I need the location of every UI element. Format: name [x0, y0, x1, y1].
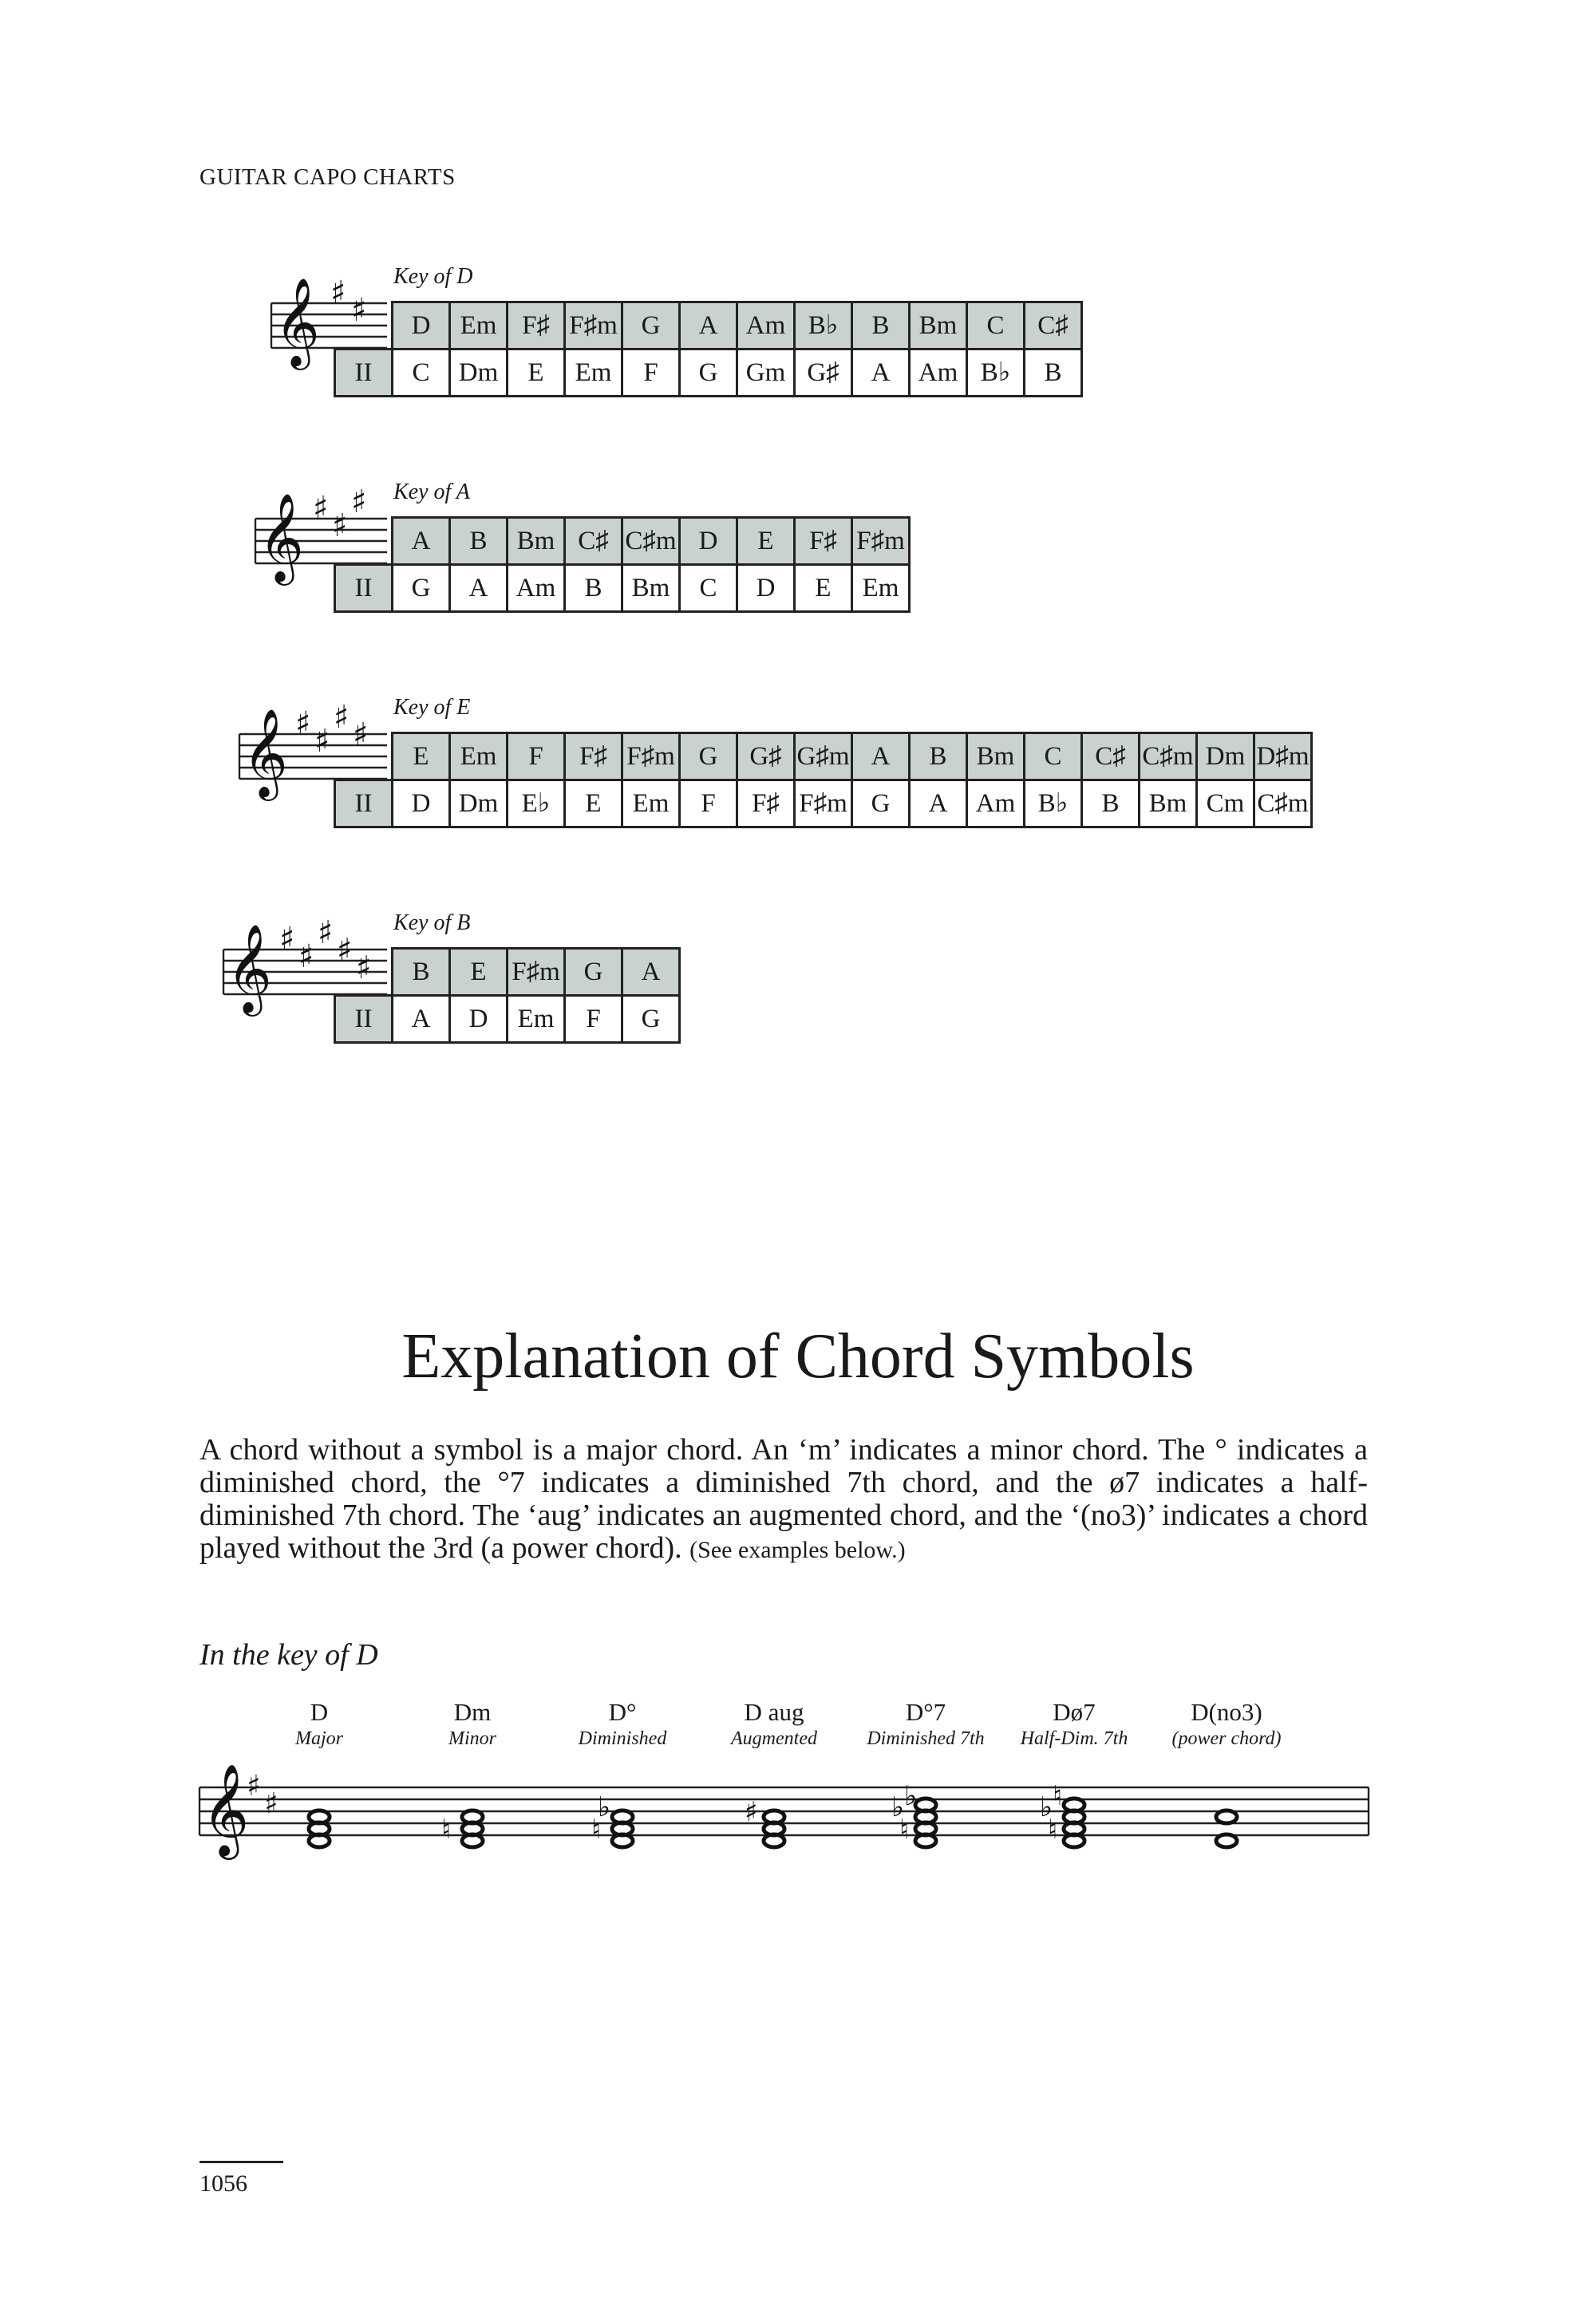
- svg-text:𝄞: 𝄞: [227, 923, 272, 1013]
- table-cell: Dm: [450, 780, 508, 827]
- capo-fret-cell: II: [335, 565, 393, 612]
- example-heading: In the key of D: [200, 1638, 378, 1672]
- chord-description: Minor: [448, 1728, 496, 1749]
- table-cell: G♯: [795, 349, 852, 397]
- running-head: GUITAR CAPO CHARTS: [200, 164, 456, 190]
- svg-text:♯: ♯: [314, 723, 330, 760]
- table-cell: Am: [967, 780, 1025, 827]
- svg-text:♯: ♯: [334, 699, 350, 736]
- table-cell: A: [622, 949, 680, 996]
- table-cell: B♭: [795, 302, 852, 349]
- table-cell: D: [393, 780, 450, 827]
- chord-symbol: D aug: [744, 1698, 804, 1726]
- svg-text:♯: ♯: [351, 484, 367, 520]
- table-cell: F: [565, 996, 622, 1043]
- svg-text:♮: ♮: [441, 1814, 452, 1846]
- capo-table: [334, 947, 681, 1044]
- table-cell: A: [852, 349, 910, 397]
- table-cell: Cm: [1197, 780, 1254, 827]
- svg-text:♯: ♯: [745, 1796, 758, 1828]
- table-cell: E: [450, 949, 508, 996]
- table-cell: D: [737, 565, 795, 612]
- key-label: Key of E: [393, 695, 471, 720]
- table-cell: E: [565, 780, 622, 827]
- chord-symbol: D°: [608, 1698, 637, 1726]
- table-cell: G♯m: [795, 733, 852, 780]
- table-cell: Gm: [737, 349, 795, 397]
- table-cell: C: [393, 349, 450, 397]
- table-row: [335, 996, 680, 1043]
- table-cell: B: [852, 302, 910, 349]
- capo-table: [334, 301, 1083, 397]
- table-row: [335, 733, 1312, 780]
- chord-symbol: Dø7: [1053, 1698, 1096, 1726]
- explanation-text: A chord without a symbol is a major chord. An ‘m’ indicates a minor chord. The ° indicates a diminished chord, the °7 indicates a diminished 7th chord, and the ø7 indicates a half-diminished 7th chord. The ‘aug’ indicates an augmented chord, and the ‘(no3)’ indicates a chord played without the 3rd (a power chord).: [200, 1433, 1368, 1565]
- table-row: [335, 780, 1312, 827]
- table-cell: C♯: [1082, 733, 1140, 780]
- table-cell: E: [393, 733, 450, 780]
- table-cell: Bm: [622, 565, 680, 612]
- svg-text:♯: ♯: [295, 705, 311, 742]
- table-cell: F: [680, 780, 737, 827]
- table-cell: D: [450, 996, 508, 1043]
- table-cell: C♯: [565, 518, 622, 565]
- table-cell: A: [393, 996, 450, 1043]
- table-cell: B: [565, 565, 622, 612]
- table-cell: Bm: [508, 518, 565, 565]
- svg-text:♯: ♯: [356, 950, 372, 986]
- table-cell: A: [852, 733, 910, 780]
- table-cell: D: [393, 302, 450, 349]
- svg-text:♯: ♯: [264, 1787, 279, 1820]
- table-cell: C♯m: [1140, 733, 1197, 780]
- table-cell: A: [680, 302, 737, 349]
- table-cell: G: [680, 349, 737, 397]
- table-row: [335, 518, 910, 565]
- svg-text:♮: ♮: [591, 1814, 602, 1846]
- table-cell: E♭: [508, 780, 565, 827]
- table-cell: F: [508, 733, 565, 780]
- table-cell: Em: [508, 996, 565, 1043]
- empty-cell: [335, 518, 393, 565]
- table-cell: C♯m: [622, 518, 680, 565]
- chord-symbol: D: [310, 1698, 329, 1726]
- table-cell: D♯m: [1254, 733, 1312, 780]
- table-cell: Bm: [967, 733, 1025, 780]
- chord-symbol: D(no3): [1191, 1698, 1262, 1726]
- table-cell: E: [737, 518, 795, 565]
- table-cell: B: [1082, 780, 1140, 827]
- svg-text:♭: ♭: [891, 1791, 905, 1823]
- table-cell: Bm: [1140, 780, 1197, 827]
- table-cell: E: [795, 565, 852, 612]
- table-cell: F♯m: [508, 949, 565, 996]
- svg-text:♮: ♮: [899, 1814, 910, 1846]
- table-cell: F♯m: [852, 518, 910, 565]
- table-cell: C: [1025, 733, 1082, 780]
- capo-fret-cell: II: [335, 780, 393, 827]
- table-cell: B♭: [1025, 780, 1082, 827]
- table-cell: B: [1025, 349, 1082, 397]
- table-cell: Em: [852, 565, 910, 612]
- svg-text:♯: ♯: [298, 938, 314, 975]
- svg-text:♭: ♭: [904, 1780, 918, 1812]
- table-cell: G: [393, 565, 450, 612]
- table-cell: B: [450, 518, 508, 565]
- whole-note-chord: [309, 1811, 330, 1847]
- table-cell: F♯: [795, 518, 852, 565]
- table-cell: C♯m: [1254, 780, 1312, 827]
- chord-description: Half-Dim. 7th: [1020, 1728, 1128, 1749]
- table-cell: G: [622, 996, 680, 1043]
- svg-text:♯: ♯: [330, 274, 346, 311]
- table-cell: B: [393, 949, 450, 996]
- chord-symbol: D°7: [905, 1698, 946, 1726]
- svg-text:♮: ♮: [1053, 1780, 1063, 1812]
- table-cell: Am: [910, 349, 967, 397]
- explanation-paragraph: [200, 1434, 1368, 1566]
- table-cell: Am: [508, 565, 565, 612]
- empty-cell: [335, 733, 393, 780]
- explanation-note: (See examples below.): [689, 1537, 906, 1563]
- table-cell: D: [680, 518, 737, 565]
- section-title: Explanation of Chord Symbols: [401, 1321, 1195, 1392]
- table-cell: A: [910, 780, 967, 827]
- table-cell: B♭: [967, 349, 1025, 397]
- key-label: Key of B: [393, 910, 471, 935]
- capo-table: [334, 732, 1313, 828]
- svg-text:♯: ♯: [332, 507, 348, 544]
- capo-fret-cell: II: [335, 349, 393, 397]
- table-cell: F: [622, 349, 680, 397]
- table-cell: G: [565, 949, 622, 996]
- key-label: Key of D: [393, 264, 473, 289]
- table-cell: G: [680, 733, 737, 780]
- svg-text:♯: ♯: [279, 921, 295, 958]
- chord-examples-staff-icon: [196, 1763, 1377, 1867]
- svg-text:♯: ♯: [351, 292, 367, 329]
- table-cell: B: [910, 733, 967, 780]
- key-label: Key of A: [393, 480, 470, 504]
- table-cell: Dm: [450, 349, 508, 397]
- table-cell: A: [450, 565, 508, 612]
- table-row: [335, 949, 680, 996]
- chord-description: (power chord): [1171, 1728, 1282, 1749]
- page-number: 1056: [200, 2170, 247, 2197]
- table-row: [335, 349, 1082, 397]
- table-cell: Dm: [1197, 733, 1254, 780]
- footer-rule: [200, 2161, 283, 2163]
- svg-text:♯: ♯: [313, 490, 329, 527]
- svg-text:♯: ♯: [247, 1770, 261, 1803]
- table-row: [335, 565, 910, 612]
- table-cell: G: [852, 780, 910, 827]
- table-cell: Bm: [910, 302, 967, 349]
- svg-text:♭: ♭: [598, 1791, 611, 1823]
- svg-text:♮: ♮: [1048, 1814, 1058, 1846]
- svg-text:𝄞: 𝄞: [202, 1763, 250, 1856]
- capo-table: [334, 516, 911, 613]
- table-cell: Am: [737, 302, 795, 349]
- table-cell: Em: [565, 349, 622, 397]
- empty-cell: [335, 949, 393, 996]
- table-cell: F♯m: [565, 302, 622, 349]
- table-cell: F♯m: [622, 733, 680, 780]
- table-cell: F♯m: [795, 780, 852, 827]
- empty-cell: [335, 302, 393, 349]
- table-row: [335, 302, 1082, 349]
- table-cell: E: [508, 349, 565, 397]
- svg-text:♭: ♭: [1040, 1791, 1053, 1823]
- chord-symbol: Dm: [453, 1698, 492, 1726]
- chord-description: Major: [295, 1728, 343, 1749]
- table-cell: C: [967, 302, 1025, 349]
- svg-text:𝄞: 𝄞: [275, 277, 320, 366]
- table-cell: F♯: [508, 302, 565, 349]
- svg-text:♯: ♯: [337, 932, 353, 969]
- table-cell: G: [622, 302, 680, 349]
- chord-description: Augmented: [731, 1728, 817, 1749]
- table-cell: Em: [450, 302, 508, 349]
- chord-description: Diminished 7th: [867, 1728, 985, 1749]
- svg-text:♯: ♯: [353, 717, 369, 753]
- table-cell: A: [393, 518, 450, 565]
- chord-description: Diminished: [578, 1728, 667, 1749]
- table-cell: G♯: [737, 733, 795, 780]
- table-cell: F♯: [737, 780, 795, 827]
- table-cell: C: [680, 565, 737, 612]
- capo-fret-cell: II: [335, 996, 393, 1043]
- svg-text:𝄞: 𝄞: [259, 492, 304, 582]
- table-cell: F♯: [565, 733, 622, 780]
- table-cell: Em: [622, 780, 680, 827]
- svg-text:𝄞: 𝄞: [243, 708, 288, 797]
- svg-text:♯: ♯: [318, 914, 334, 951]
- table-cell: Em: [450, 733, 508, 780]
- table-cell: C♯: [1025, 302, 1082, 349]
